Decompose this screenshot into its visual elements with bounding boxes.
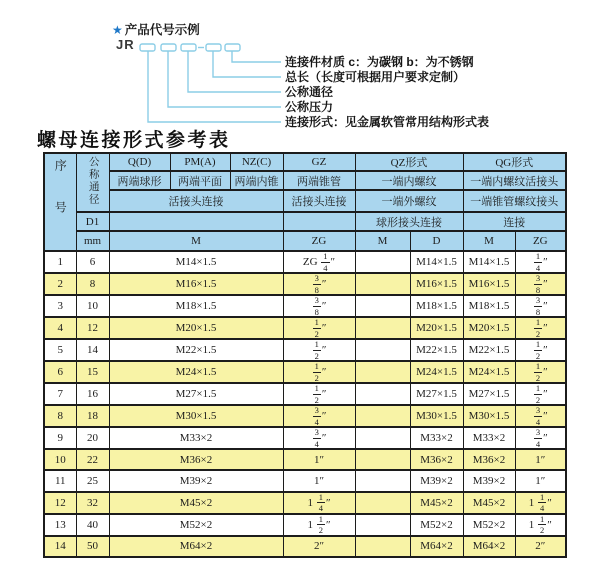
row-qg-zg: $\frac{3}{8}$ ″ [515, 273, 566, 295]
header-qz-sub2: 一端外螺纹 [355, 190, 463, 212]
row-gz-size: $\frac{3}{4}$ ″ [283, 405, 355, 427]
row-qz-d: M64×2 [410, 536, 463, 557]
row-serial: 10 [44, 449, 76, 470]
row-serial: 9 [44, 427, 76, 449]
row-qg-zg: $\frac{3}{8}$ ″ [515, 295, 566, 317]
header-qg-sub3: 连接 [463, 212, 566, 231]
row-qg-m: M30×1.5 [463, 405, 515, 427]
row-qg-m: M14×1.5 [463, 251, 515, 273]
header-qg-sub2: 一端锥管螺纹接头 [463, 190, 566, 212]
header-mm: mm [76, 231, 109, 251]
row-qg-zg: $\frac{1}{2}$ ″ [515, 361, 566, 383]
row-qg-zg: $\frac{3}{4}$ ″ [515, 427, 566, 449]
row-qg-zg: $\frac{1}{2}$ ″ [515, 317, 566, 339]
row-dn: 22 [76, 449, 109, 470]
row-qz-m [355, 251, 410, 273]
header-qz-m: M [355, 231, 410, 251]
row-qz-d: M45×2 [410, 492, 463, 514]
row-gz-size: $\frac{1}{2}$ ″ [283, 361, 355, 383]
row-qg-m: M36×2 [463, 449, 515, 470]
row-qg-zg: $\frac{1}{4}$ ″ [515, 251, 566, 273]
row-qz-m [355, 536, 410, 557]
row-m-thread: M52×2 [109, 514, 283, 536]
connector-line-material [232, 51, 281, 62]
connector-line-pressure [168, 51, 281, 107]
row-gz-size: $\frac{3}{4}$ ″ [283, 427, 355, 449]
table-row [44, 536, 566, 557]
row-qg-m: M27×1.5 [463, 383, 515, 405]
row-m-thread: M14×1.5 [109, 251, 283, 273]
row-qg-zg: 1 $\frac{1}{4}$ ″ [515, 492, 566, 514]
header-qz-d: D [410, 231, 463, 251]
header-gz: GZ [283, 153, 355, 171]
code-connector-lines [140, 44, 281, 122]
row-qz-m [355, 383, 410, 405]
header-qz-sub3: 球形接头连接 [355, 212, 463, 231]
row-gz-size: ZG $\frac{1}{4}$ ″ [283, 251, 355, 273]
row-dn: 14 [76, 339, 109, 361]
header-qz: QZ形式 [355, 153, 463, 171]
row-qz-d: M20×1.5 [410, 317, 463, 339]
row-dn: 6 [76, 251, 109, 273]
row-m-thread: M16×1.5 [109, 273, 283, 295]
row-m-thread: M39×2 [109, 470, 283, 491]
row-gz-size: 2″ [283, 536, 355, 557]
row-m-thread: M18×1.5 [109, 295, 283, 317]
table-title: 螺母连接形式参考表 [37, 130, 231, 151]
code-box-3 [181, 44, 196, 51]
row-gz-size: $\frac{3}{8}$ ″ [283, 273, 355, 295]
header-nz-sub: 两端内锥 [230, 171, 283, 190]
table-row [44, 295, 566, 317]
row-qz-d: M36×2 [410, 449, 463, 470]
row-serial: 11 [44, 470, 76, 491]
row-dn: 15 [76, 361, 109, 383]
row-qz-m [355, 317, 410, 339]
header-union-connection: 活接头连接 [109, 190, 283, 212]
row-qz-m [355, 449, 410, 470]
code-box-4 [206, 44, 221, 51]
row-qg-zg: $\frac{3}{4}$ ″ [515, 405, 566, 427]
row-gz-size: $\frac{3}{8}$ ″ [283, 295, 355, 317]
header-qg-sub1: 一端内螺纹活接头 [463, 171, 566, 190]
row-qz-d: M27×1.5 [410, 383, 463, 405]
row-serial: 8 [44, 405, 76, 427]
header-q-sub: 两端球形 [109, 171, 170, 190]
row-qg-m: M52×2 [463, 514, 515, 536]
connector-line-length [213, 51, 281, 77]
header-nominal-diameter [76, 153, 109, 212]
row-dn: 20 [76, 427, 109, 449]
label-total-length: 总长（长度可根据用户要求定制） [285, 70, 466, 84]
header-gz-sub: 两端锥管 [283, 171, 355, 190]
row-qz-d: M30×1.5 [410, 405, 463, 427]
diagram-heading [112, 20, 200, 38]
row-serial: 14 [44, 536, 76, 557]
row-serial: 2 [44, 273, 76, 295]
row-m-thread: M45×2 [109, 492, 283, 514]
nut-connection-table [43, 152, 567, 558]
row-m-thread: M33×2 [109, 427, 283, 449]
row-m-thread: M30×1.5 [109, 405, 283, 427]
table-row [44, 383, 566, 405]
row-m-thread: M20×1.5 [109, 317, 283, 339]
row-qz-m [355, 514, 410, 536]
row-qz-m [355, 273, 410, 295]
row-dn: 10 [76, 295, 109, 317]
row-dn: 12 [76, 317, 109, 339]
row-qz-m [355, 339, 410, 361]
row-serial: 6 [44, 361, 76, 383]
row-serial: 3 [44, 295, 76, 317]
row-qz-m [355, 492, 410, 514]
header-gz-union: 活接头连接 [283, 190, 355, 212]
row-qg-m: M64×2 [463, 536, 515, 557]
code-box-5 [225, 44, 240, 51]
row-dn: 50 [76, 536, 109, 557]
table-row [44, 339, 566, 361]
header-pm-sub: 两端平面 [170, 171, 230, 190]
table-body [44, 251, 566, 557]
row-m-thread: M22×1.5 [109, 339, 283, 361]
label-nominal-pressure: 公称压力 [285, 100, 334, 114]
header-qg: QG形式 [463, 153, 566, 171]
row-qz-d: M24×1.5 [410, 361, 463, 383]
table-row [44, 251, 566, 273]
row-qz-m [355, 295, 410, 317]
label-nominal-diameter: 公称通径 [285, 85, 334, 99]
row-dn: 16 [76, 383, 109, 405]
row-dn: 40 [76, 514, 109, 536]
row-dn: 25 [76, 470, 109, 491]
row-qz-d: M22×1.5 [410, 339, 463, 361]
table-row [44, 470, 566, 491]
table-row [44, 449, 566, 470]
header-q: Q(D) [109, 153, 170, 171]
row-qz-d: M16×1.5 [410, 273, 463, 295]
row-serial: 1 [44, 251, 76, 273]
header-blank-gz [283, 212, 355, 231]
table-row [44, 361, 566, 383]
header-pm: PM(A) [170, 153, 230, 171]
row-gz-size: $\frac{1}{2}$ ″ [283, 383, 355, 405]
row-gz-size: $\frac{1}{2}$ ″ [283, 317, 355, 339]
row-qg-m: M16×1.5 [463, 273, 515, 295]
table-row [44, 273, 566, 295]
header-qg-zg: ZG [515, 231, 566, 251]
row-m-thread: M24×1.5 [109, 361, 283, 383]
row-qg-zg: 1″ [515, 470, 566, 491]
row-qz-d: M39×2 [410, 470, 463, 491]
header-m: M [109, 231, 283, 251]
header-blank-left [109, 212, 283, 231]
header-nz: NZ(C) [230, 153, 283, 171]
row-qg-m: M22×1.5 [463, 339, 515, 361]
header-zg: ZG [283, 231, 355, 251]
row-serial: 13 [44, 514, 76, 536]
row-m-thread: M64×2 [109, 536, 283, 557]
row-serial: 7 [44, 383, 76, 405]
row-qz-m [355, 470, 410, 491]
code-box-2 [161, 44, 176, 51]
product-code-prefix: JR [116, 37, 135, 52]
row-gz-size: 1″ [283, 470, 355, 491]
row-qg-m: M39×2 [463, 470, 515, 491]
row-dn: 18 [76, 405, 109, 427]
row-qg-zg: 1 $\frac{1}{2}$ ″ [515, 514, 566, 536]
header-serial [44, 153, 76, 251]
table-header [44, 153, 566, 251]
row-qg-m: M45×2 [463, 492, 515, 514]
label-connector-material: 连接件材质 c：为碳钢 b：为不锈钢 [285, 55, 474, 69]
row-qg-m: M24×1.5 [463, 361, 515, 383]
row-qg-zg: $\frac{1}{2}$ ″ [515, 383, 566, 405]
label-connection-form: 连接形式：见金属软管常用结构形式表 [285, 115, 490, 129]
row-m-thread: M36×2 [109, 449, 283, 470]
code-box-1 [140, 44, 155, 51]
header-d1: D1 [76, 212, 109, 231]
row-qg-m: M33×2 [463, 427, 515, 449]
connector-line-diameter [188, 51, 281, 92]
row-gz-size: 1 $\frac{1}{2}$ ″ [283, 514, 355, 536]
row-dn: 8 [76, 273, 109, 295]
header-serial-text: 序号 [53, 158, 68, 243]
row-qz-d: M52×2 [410, 514, 463, 536]
row-serial: 5 [44, 339, 76, 361]
header-qz-sub1: 一端内螺纹 [355, 171, 463, 190]
row-qz-m [355, 405, 410, 427]
table-row [44, 405, 566, 427]
header-qg-m: M [463, 231, 515, 251]
row-serial: 4 [44, 317, 76, 339]
row-qz-d: M33×2 [410, 427, 463, 449]
row-serial: 12 [44, 492, 76, 514]
row-qz-d: M18×1.5 [410, 295, 463, 317]
diagram-heading-text: 产品代号示例 [124, 23, 200, 37]
row-gz-size: $\frac{1}{2}$ ″ [283, 339, 355, 361]
row-qg-m: M20×1.5 [463, 317, 515, 339]
row-qg-zg: 2″ [515, 536, 566, 557]
table-row [44, 492, 566, 514]
table-row [44, 427, 566, 449]
header-nominal-diameter-text: 公称通径 [87, 156, 99, 206]
row-qg-zg: $\frac{1}{2}$ ″ [515, 339, 566, 361]
row-dn: 32 [76, 492, 109, 514]
star-icon: ★ [112, 23, 123, 37]
row-qz-m [355, 427, 410, 449]
table-row [44, 317, 566, 339]
row-qg-m: M18×1.5 [463, 295, 515, 317]
row-m-thread: M27×1.5 [109, 383, 283, 405]
table-row [44, 514, 566, 536]
row-qg-zg: 1″ [515, 449, 566, 470]
row-qz-m [355, 361, 410, 383]
row-gz-size: 1″ [283, 449, 355, 470]
row-gz-size: 1 $\frac{1}{4}$ ″ [283, 492, 355, 514]
row-qz-d: M14×1.5 [410, 251, 463, 273]
